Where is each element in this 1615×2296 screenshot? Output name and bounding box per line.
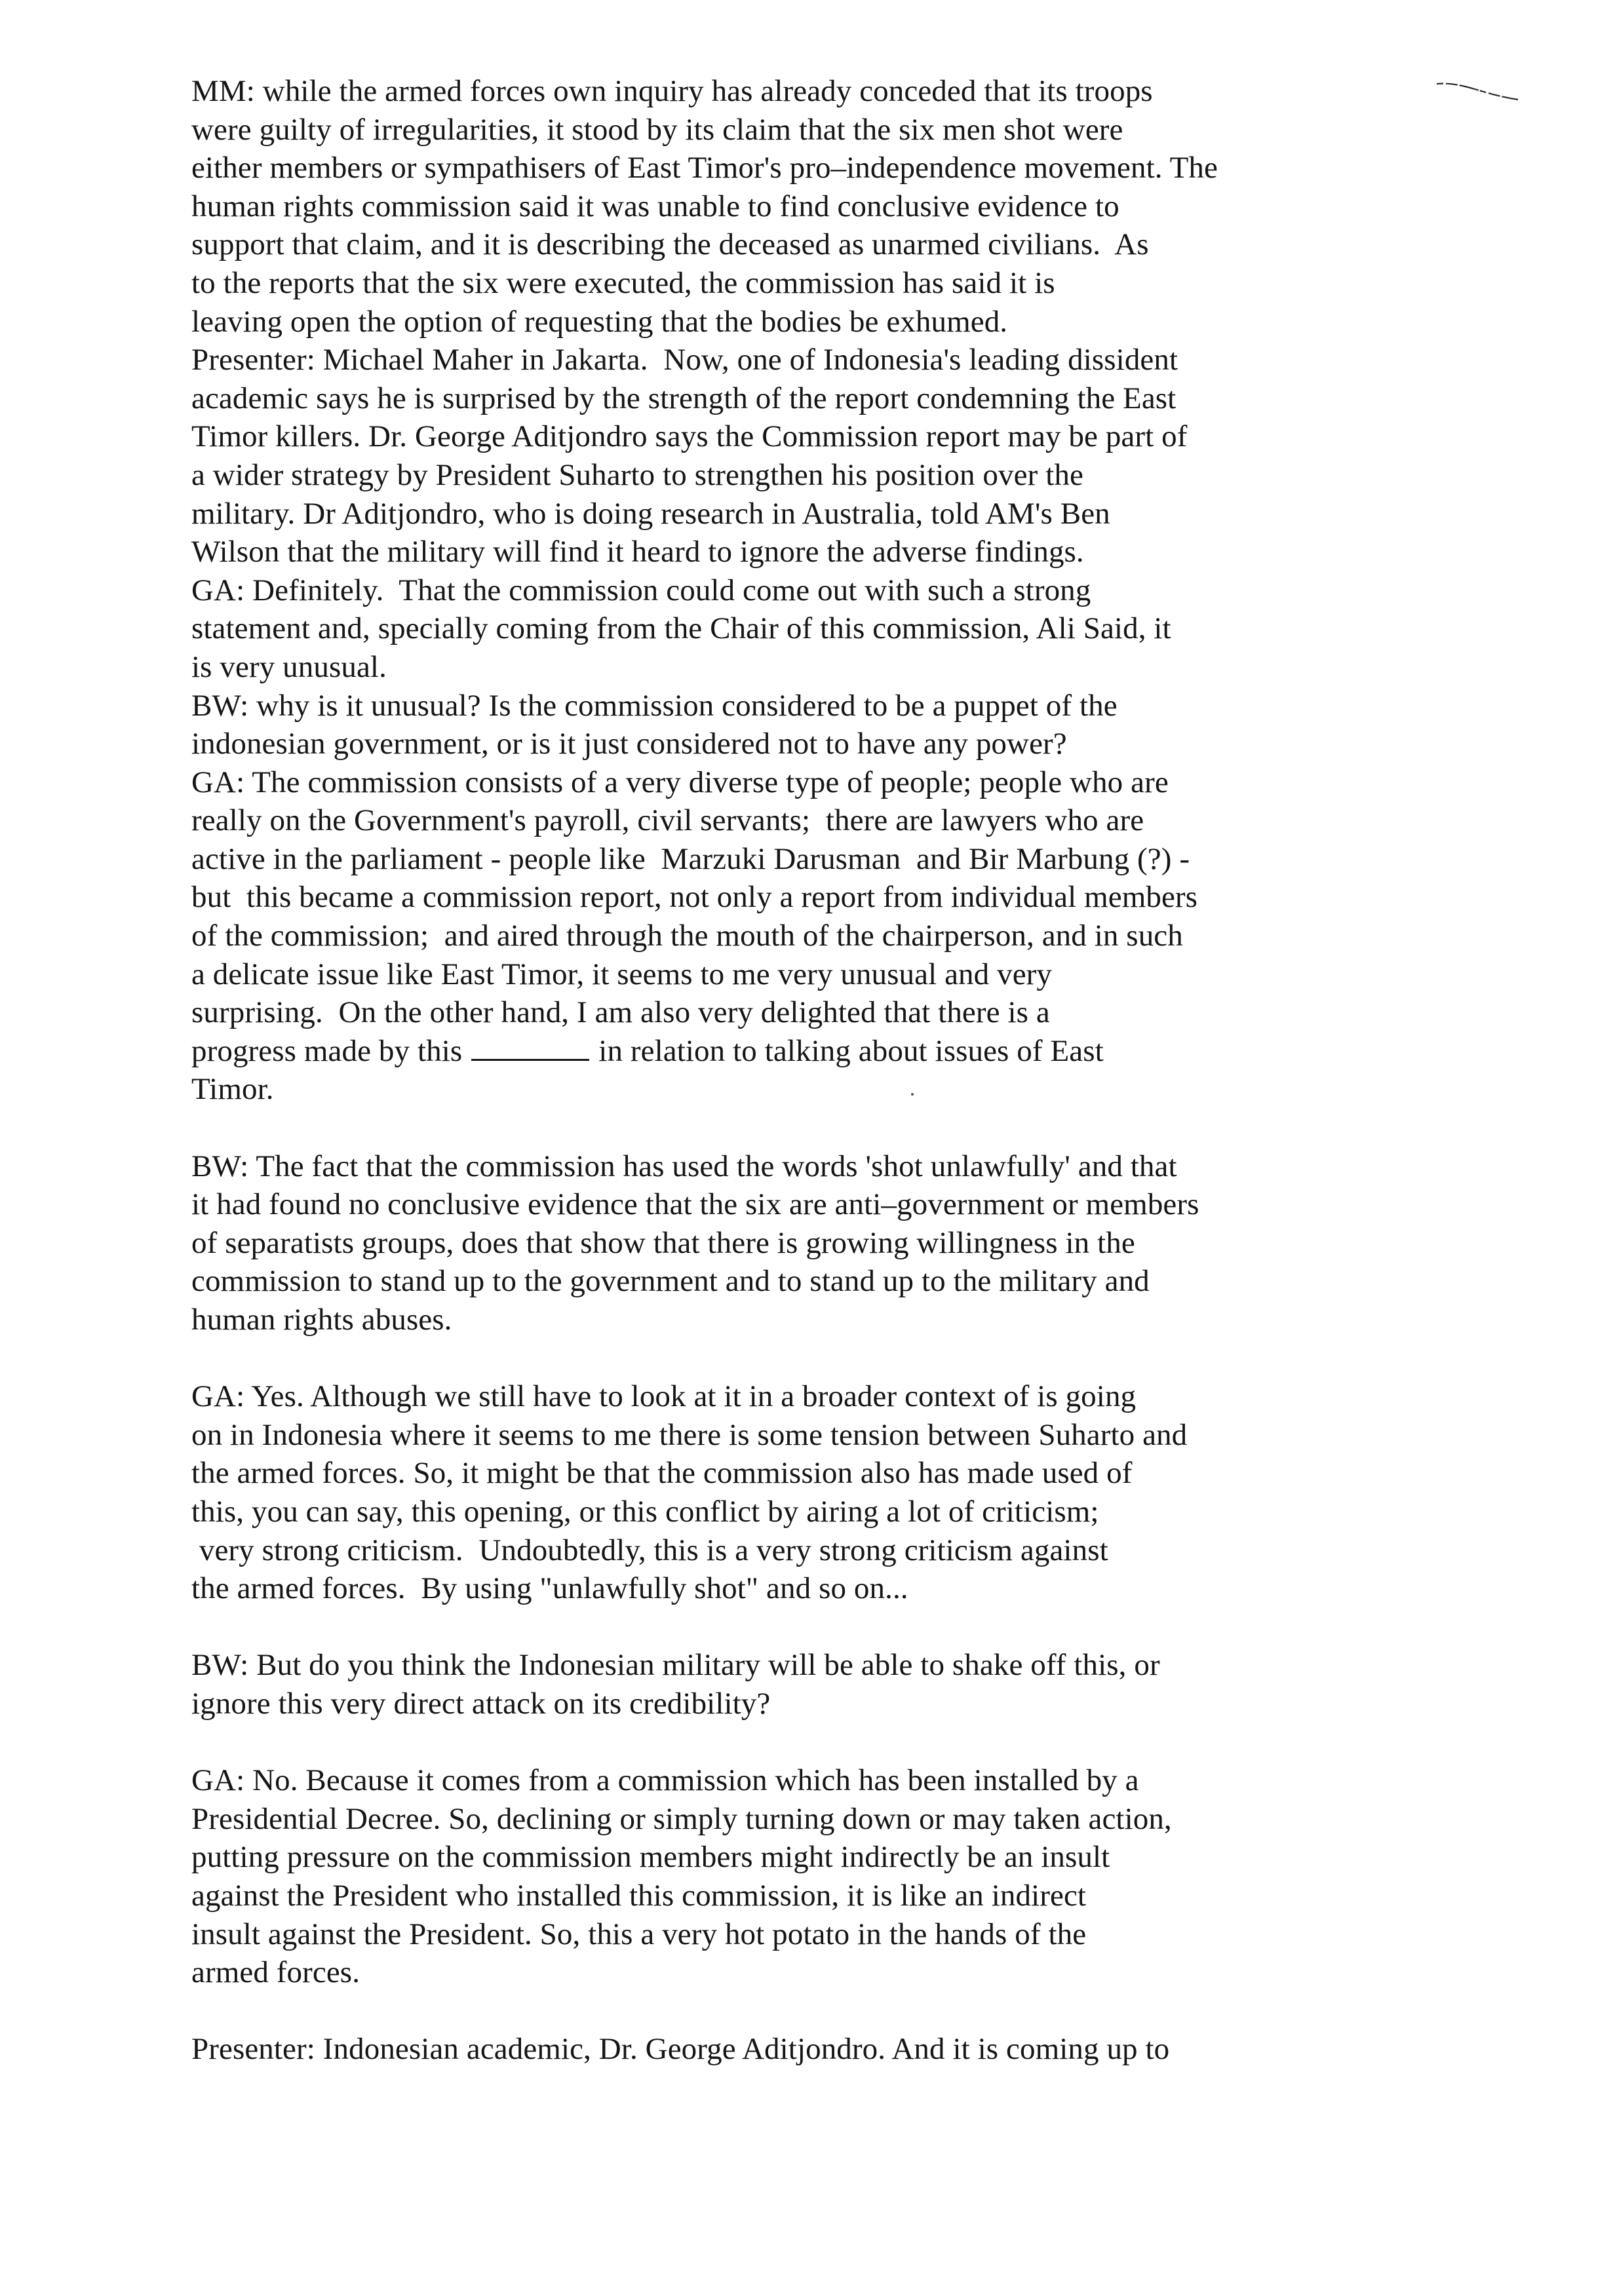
text-line: it had found no conclusive evidence that the six are anti–government or members — [191, 1187, 1199, 1222]
text-line: a wider strategy by President Suharto to strengthen his position over the — [191, 457, 1083, 492]
transcript-body — [191, 72, 1345, 2069]
text-line: human rights abuses. — [191, 1303, 452, 1337]
text-line: Timor killers. Dr. George Aditjondro says the Commission report may be part of — [191, 419, 1188, 454]
paragraph-6 — [191, 2030, 1345, 2069]
paragraph-gap — [191, 1608, 1345, 1647]
text-line: putting pressure on the commission members might indirectly be an insult — [191, 1840, 1110, 1875]
text-line: active in the parliament - people like Marzuki Darusman and Bir Marbung (?) - — [191, 841, 1190, 876]
text-line: Presenter: Indonesian academic, Dr. George Aditjondro. And it is coming up to — [191, 2032, 1170, 2067]
fill-in-blank — [471, 1034, 589, 1061]
paragraph-gap — [191, 1109, 1345, 1147]
text-line: insult against the President. So, this a very hot potato in the hands of the — [191, 1917, 1087, 1951]
text-line: support that claim, and it is describing the deceased as unarmed civilians. As — [191, 227, 1149, 262]
text-line: Timor. — [191, 1072, 274, 1107]
text-line: ignore this very direct attack on its credibility? — [191, 1686, 771, 1721]
text-line: indonesian government, or is it just considered not to have any power? — [191, 727, 1067, 761]
text-line: really on the Government's payroll, civil servants; there are lawyers who are — [191, 803, 1144, 838]
text-line: but this became a commission report, not only a report from individual members — [191, 880, 1198, 915]
text-line: military. Dr Aditjondro, who is doing research in Australia, told AM's Ben — [191, 496, 1110, 531]
text-line: MM: while the armed forces own inquiry has already conceded that its troops — [191, 74, 1153, 108]
text-line: a delicate issue like East Timor, it seems to me very unusual and very — [191, 957, 1053, 991]
text-line: surprising. On the other hand, I am also very delighted that there is a — [191, 995, 1050, 1030]
text-line: academic says he is surprised by the strength of the report condemning the East — [191, 381, 1177, 415]
blank-after-text: in relation to talking about issues of East — [598, 1033, 1104, 1068]
text-line-with-blank — [191, 1032, 1345, 1071]
paragraph-gap — [191, 1339, 1345, 1378]
text-line: were guilty of irregularities, it stood by its claim that the six men shot were — [191, 112, 1123, 147]
text-line: is very unusual. — [191, 649, 387, 684]
text-line: of the commission; and aired through the mouth of the chairperson, and in such — [191, 919, 1183, 953]
text-line: leaving open the option of requesting that the bodies be exhumed. — [191, 304, 1008, 339]
paragraph-4 — [191, 1646, 1345, 1723]
text-line: Wilson that the military will find it heard to ignore the adverse findings. — [191, 535, 1084, 569]
text-line: Presenter: Michael Maher in Jakarta. Now, one of Indonesia's leading dissident — [191, 343, 1178, 377]
text-line: very strong criticism. Undoubtedly, this is a very strong criticism against — [191, 1533, 1108, 1567]
text-line: GA: The commission consists of a very diverse type of people; people who are — [191, 765, 1169, 799]
paragraph-2 — [191, 1147, 1345, 1339]
text-line: this, you can say, this opening, or this conflict by airing a lot of criticism; — [191, 1494, 1099, 1529]
text-line: against the President who installed this commission, it is like an indirect — [191, 1878, 1087, 1913]
blank-before-text: progress made by this — [191, 1033, 463, 1068]
text-line: armed forces. — [191, 1955, 360, 1990]
text-line: BW: The fact that the commission has used the words 'shot unlawfully' and that — [191, 1149, 1177, 1183]
text-line: statement and, specially coming from the Chair of this commission, Ali Said, it — [191, 611, 1171, 646]
paragraph-1 — [191, 72, 1345, 1109]
text-line: the armed forces. By using "unlawfully shot" and so on... — [191, 1571, 908, 1606]
paragraph-3 — [191, 1377, 1345, 1608]
text-line: either members or sympathisers of East Timor's pro–independence movement. The — [191, 151, 1218, 185]
text-line: BW: But do you think the Indonesian military will be able to shake off this, or — [191, 1648, 1160, 1683]
paragraph-gap — [191, 1992, 1345, 2031]
text-line: to the reports that the six were executed, the commission has said it is — [191, 265, 1055, 300]
paragraph-gap — [191, 1723, 1345, 1762]
text-line: Presidential Decree. So, declining or simply turning down or may taken action, — [191, 1801, 1172, 1836]
text-line: GA: No. Because it comes from a commission which has been installed by a — [191, 1763, 1139, 1798]
paragraph-5 — [191, 1761, 1345, 1992]
pen-stroke-mark-icon — [1435, 77, 1521, 104]
text-line: human rights commission said it was unable to find conclusive evidence to — [191, 189, 1119, 223]
text-line: BW: why is it unusual? Is the commission considered to be a puppet of the — [191, 688, 1118, 723]
text-line: GA: Definitely. That the commission could come out with such a strong — [191, 573, 1091, 607]
text-line: the armed forces. So, it might be that the commission also has made used of — [191, 1456, 1133, 1491]
text-line: commission to stand up to the government and to stand up to the military and — [191, 1264, 1150, 1299]
text-line: of separatists groups, does that show that there is growing willingness in the — [191, 1225, 1135, 1260]
text-line: GA: Yes. Although we still have to look at it in a broader context of is going — [191, 1379, 1137, 1414]
text-line: on in Indonesia where it seems to me there is some tension between Suharto and — [191, 1417, 1188, 1452]
